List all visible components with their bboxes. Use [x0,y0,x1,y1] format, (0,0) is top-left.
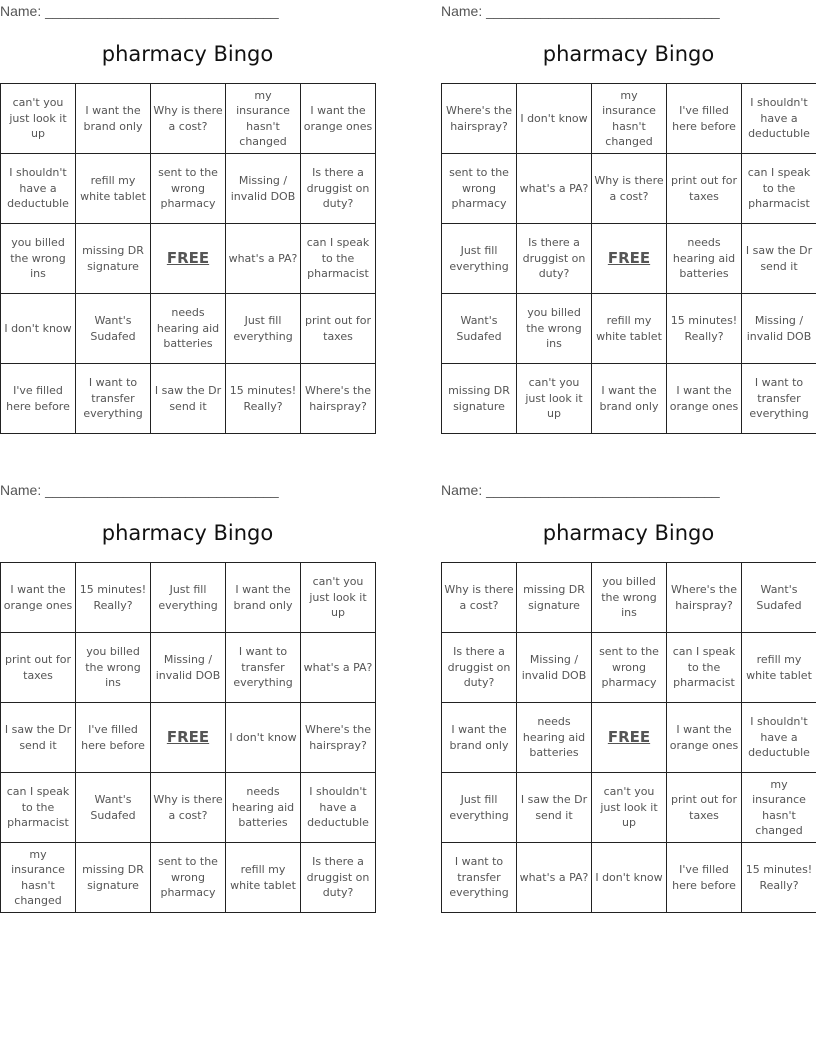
bingo-cell[interactable]: needs hearing aid batteries [151,294,226,364]
bingo-cell[interactable]: can't you just look it up [592,773,667,843]
bingo-cell[interactable]: I don't know [517,84,592,154]
card-title: pharmacy Bingo [542,42,715,66]
bingo-row [1,294,376,364]
bingo-cell[interactable]: Is there a druggist on duty? [517,224,592,294]
bingo-cell[interactable]: you billed the wrong ins [76,633,151,703]
name-field[interactable]: Name: ______________________________ [0,482,279,498]
bingo-cell[interactable]: refill my white tablet [226,843,301,913]
bingo-cell[interactable]: Where's the hairspray? [301,364,376,434]
bingo-cell[interactable]: sent to the wrong pharmacy [442,154,517,224]
bingo-cell[interactable]: Is there a druggist on duty? [442,633,517,703]
bingo-cell[interactable]: Where's the hairspray? [442,84,517,154]
bingo-cell[interactable]: can't you just look it up [301,563,376,633]
bingo-cell[interactable]: 15 minutes! Really? [667,294,742,364]
bingo-row [1,84,376,154]
bingo-cell[interactable]: you billed the wrong ins [592,563,667,633]
bingo-cell[interactable]: Missing / invalid DOB [517,633,592,703]
bingo-cell[interactable]: I want the orange ones [301,84,376,154]
bingo-cell[interactable]: my insurance hasn't changed [1,843,76,913]
bingo-cell[interactable]: refill my white tablet [76,154,151,224]
bingo-row [1,703,376,773]
bingo-cell[interactable]: I saw the Dr send it [742,224,816,294]
card-title: pharmacy Bingo [542,521,715,545]
bingo-cell[interactable]: print out for taxes [667,773,742,843]
bingo-cell[interactable]: I don't know [592,843,667,913]
bingo-cell[interactable]: my insurance hasn't changed [742,773,816,843]
bingo-cell[interactable]: sent to the wrong pharmacy [151,843,226,913]
bingo-cell[interactable]: my insurance hasn't changed [592,84,667,154]
bingo-cell[interactable]: I shouldn't have a deductuble [1,154,76,224]
bingo-cell[interactable]: needs hearing aid batteries [667,224,742,294]
bingo-cell[interactable]: missing DR signature [76,224,151,294]
bingo-cell[interactable]: I shouldn't have a deductuble [301,773,376,843]
bingo-cell[interactable]: Want's Sudafed [76,773,151,843]
bingo-cell[interactable]: 15 minutes! Really? [742,843,816,913]
bingo-row [442,294,816,364]
bingo-cell[interactable]: I want the orange ones [667,703,742,773]
bingo-cell[interactable]: refill my white tablet [742,633,816,703]
bingo-cell[interactable]: print out for taxes [667,154,742,224]
name-field[interactable]: Name: ______________________________ [441,3,720,19]
bingo-row [442,154,816,224]
bingo-cell[interactable]: can I speak to the pharmacist [301,224,376,294]
bingo-cell[interactable]: Want's Sudafed [742,563,816,633]
bingo-cell[interactable]: I've filled here before [667,84,742,154]
bingo-cell[interactable]: 15 minutes! Really? [76,563,151,633]
bingo-cell[interactable]: can't you just look it up [1,84,76,154]
bingo-cell[interactable]: sent to the wrong pharmacy [592,633,667,703]
bingo-cell[interactable]: 15 minutes! Really? [226,364,301,434]
bingo-row [442,633,816,703]
bingo-cell[interactable]: I don't know [1,294,76,364]
bingo-cell[interactable]: Just fill everything [442,224,517,294]
bingo-cell[interactable]: I want to transfer everything [442,843,517,913]
bingo-cell[interactable]: Why is there a cost? [592,154,667,224]
bingo-row [442,843,816,913]
bingo-cell[interactable]: sent to the wrong pharmacy [151,154,226,224]
bingo-grid [0,562,376,913]
bingo-cell[interactable]: what's a PA? [301,633,376,703]
bingo-row [1,563,376,633]
bingo-cell[interactable]: Why is there a cost? [442,563,517,633]
name-field[interactable]: Name: ______________________________ [0,3,279,19]
bingo-card-4 [441,479,816,919]
bingo-row [442,703,816,773]
bingo-row [1,773,376,843]
bingo-cell[interactable]: I want the brand only [442,703,517,773]
bingo-cell[interactable]: I want to transfer everything [226,633,301,703]
bingo-card-2 [441,0,816,440]
bingo-cell[interactable]: Want's Sudafed [442,294,517,364]
bingo-cell[interactable]: I've filled here before [667,843,742,913]
bingo-cell[interactable]: what's a PA? [517,843,592,913]
bingo-cell[interactable]: Why is there a cost? [151,84,226,154]
bingo-cell[interactable]: refill my white tablet [592,294,667,364]
bingo-row [1,154,376,224]
bingo-cell[interactable]: Want's Sudafed [76,294,151,364]
bingo-cell[interactable]: my insurance hasn't changed [226,84,301,154]
bingo-grid [0,83,376,434]
bingo-row [1,364,376,434]
bingo-cell[interactable]: I want the brand only [226,563,301,633]
bingo-cell[interactable]: Why is there a cost? [151,773,226,843]
free-space[interactable]: FREE [592,224,667,294]
bingo-cell[interactable]: Just fill everything [226,294,301,364]
bingo-cell[interactable]: I want the orange ones [667,364,742,434]
bingo-cell[interactable]: I've filled here before [1,364,76,434]
bingo-cell[interactable]: I want the orange ones [1,563,76,633]
bingo-row [1,224,376,294]
bingo-cell[interactable]: can I speak to the pharmacist [1,773,76,843]
bingo-cell[interactable]: needs hearing aid batteries [226,773,301,843]
bingo-cell[interactable]: I want to transfer everything [742,364,816,434]
bingo-cell[interactable]: Missing / invalid DOB [742,294,816,364]
bingo-cell[interactable]: print out for taxes [301,294,376,364]
bingo-cell[interactable]: Just fill everything [442,773,517,843]
bingo-cell[interactable]: Missing / invalid DOB [226,154,301,224]
bingo-row [442,224,816,294]
bingo-cell[interactable]: print out for taxes [1,633,76,703]
bingo-cell[interactable]: needs hearing aid batteries [517,703,592,773]
bingo-cell[interactable]: Is there a druggist on duty? [301,154,376,224]
free-space[interactable]: FREE [151,703,226,773]
bingo-row [442,84,816,154]
bingo-cell[interactable]: I've filled here before [76,703,151,773]
bingo-cell[interactable]: missing DR signature [517,563,592,633]
bingo-cell[interactable]: Missing / invalid DOB [151,633,226,703]
bingo-cell[interactable]: I saw the Dr send it [151,364,226,434]
bingo-cell[interactable]: I want the brand only [76,84,151,154]
bingo-cell[interactable]: missing DR signature [442,364,517,434]
bingo-row [442,773,816,843]
bingo-cell[interactable]: I saw the Dr send it [1,703,76,773]
bingo-row [442,563,816,633]
card-title: pharmacy Bingo [101,521,274,545]
card-title: pharmacy Bingo [101,42,274,66]
bingo-cell[interactable]: I shouldn't have a deductuble [742,84,816,154]
bingo-row [442,364,816,434]
bingo-cell[interactable]: Just fill everything [151,563,226,633]
bingo-cell[interactable]: I want to transfer everything [76,364,151,434]
bingo-cell[interactable]: can I speak to the pharmacist [742,154,816,224]
bingo-cell[interactable]: Where's the hairspray? [667,563,742,633]
bingo-cell[interactable]: I want the brand only [592,364,667,434]
bingo-cell[interactable]: I saw the Dr send it [517,773,592,843]
bingo-grid [441,83,816,434]
bingo-card-3 [0,479,375,919]
bingo-cell[interactable]: I don't know [226,703,301,773]
bingo-cell[interactable]: can I speak to the pharmacist [667,633,742,703]
bingo-row [1,633,376,703]
bingo-cell[interactable]: I shouldn't have a deductuble [742,703,816,773]
bingo-cell[interactable]: you billed the wrong ins [517,294,592,364]
bingo-cell[interactable]: you billed the wrong ins [1,224,76,294]
name-field[interactable]: Name: ______________________________ [441,482,720,498]
bingo-cell[interactable]: what's a PA? [517,154,592,224]
bingo-cell[interactable]: missing DR signature [76,843,151,913]
bingo-card-1 [0,0,375,440]
bingo-row [1,843,376,913]
bingo-cell[interactable]: Where's the hairspray? [301,703,376,773]
bingo-cell[interactable]: Is there a druggist on duty? [301,843,376,913]
bingo-cell[interactable]: can't you just look it up [517,364,592,434]
bingo-cell[interactable]: what's a PA? [226,224,301,294]
bingo-grid [441,562,816,913]
free-space[interactable]: FREE [592,703,667,773]
free-space[interactable]: FREE [151,224,226,294]
